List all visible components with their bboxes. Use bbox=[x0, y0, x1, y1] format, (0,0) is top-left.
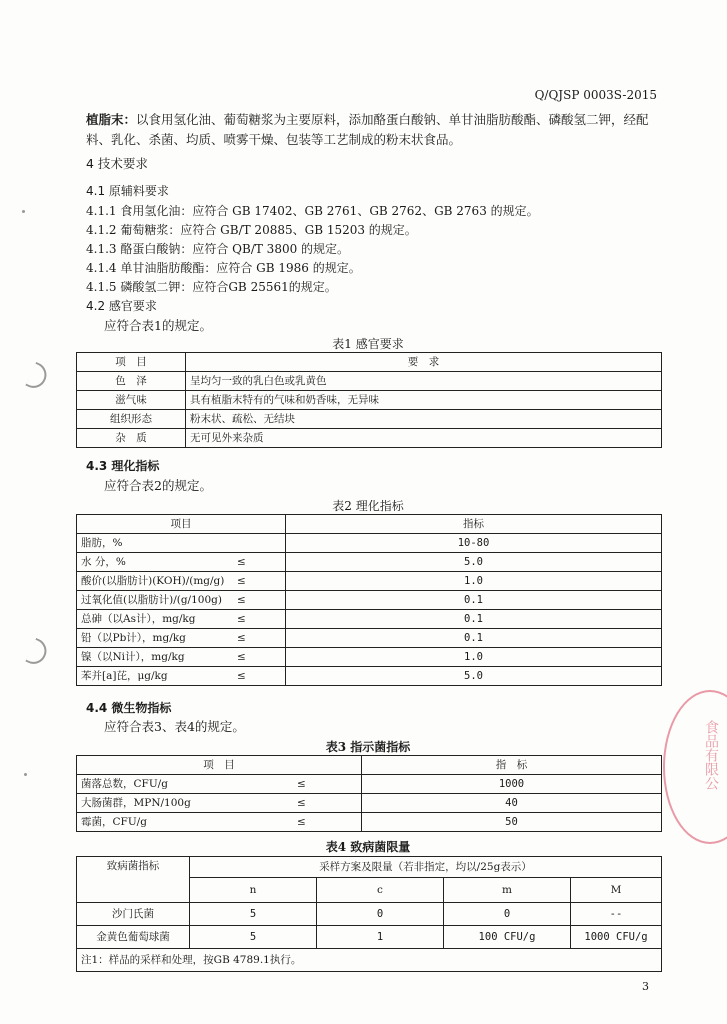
section-4-2-title: 4.2 感官要求 bbox=[86, 299, 157, 313]
clause-4-1-5: 4.1.5 磷酸氢二钾：应符合GB 25561的规定。 bbox=[86, 280, 337, 294]
table-header: 致病菌指标 bbox=[77, 857, 190, 903]
section-4-4-title: 4.4 微生物指标 bbox=[86, 701, 172, 715]
table-cell: 呈均匀一致的乳白色或乳黄色 bbox=[186, 372, 662, 391]
table-row bbox=[77, 515, 662, 534]
table-row bbox=[77, 572, 662, 591]
table-cell: 5 bbox=[190, 903, 317, 926]
clause-4-1-4: 4.1.4 单甘油脂肪酸酯：应符合 GB 1986 的规定。 bbox=[86, 261, 361, 275]
table-cell: 大肠菌群，MPN/100g ≤ bbox=[77, 794, 362, 813]
table-1-sensory bbox=[76, 352, 662, 448]
table-row bbox=[77, 429, 662, 448]
table-1-caption: 表1 感官要求 bbox=[332, 337, 404, 351]
table-row bbox=[77, 629, 662, 648]
clause-4-1-1: 4.1.1 食用氢化油：应符合 GB 17402、GB 2761、GB 2762、GB 2763 的规定。 bbox=[86, 204, 539, 218]
table-row bbox=[77, 648, 662, 667]
table-4-pathogens bbox=[76, 856, 662, 972]
table-row bbox=[77, 756, 662, 775]
table-row bbox=[77, 591, 662, 610]
table-cell: 水 分，% ≤ bbox=[77, 553, 286, 572]
table-header: 项 目 bbox=[77, 353, 186, 372]
table-row bbox=[77, 553, 662, 572]
table-cell: 1.0 bbox=[286, 648, 662, 667]
table-cell: 霉菌，CFU/g ≤ bbox=[77, 813, 362, 832]
definition-text: 以食用氢化油、葡萄糖浆为主要原料，添加酪蛋白酸钠、单甘油脂肪酸酯、磷酸氢二钾，经配料、乳化、杀菌、均质、喷雾干燥、包装等工艺制成的粉末状食品。 bbox=[86, 112, 649, 147]
table-2-physicochemical bbox=[76, 514, 662, 686]
table-row bbox=[77, 926, 662, 949]
scan-speck bbox=[22, 210, 25, 213]
table-cell: 5 bbox=[190, 926, 317, 949]
table-cell: 0 bbox=[317, 903, 444, 926]
section-4-title: 4 技术要求 bbox=[86, 156, 148, 171]
table-row bbox=[77, 949, 662, 972]
table-cell: 5.0 bbox=[286, 667, 662, 686]
table-row bbox=[77, 610, 662, 629]
section-4-2-text: 应符合表1的规定。 bbox=[104, 318, 212, 333]
table-cell: 5.0 bbox=[286, 553, 662, 572]
scan-speck bbox=[24, 773, 27, 776]
table-cell: 组织形态 bbox=[77, 410, 186, 429]
table-cell: 10-80 bbox=[286, 534, 662, 553]
table-cell: 0.1 bbox=[286, 629, 662, 648]
table-cell: 酸价(以脂肪计)(KOH)/(mg/g) ≤ bbox=[77, 572, 286, 591]
table-cell: 铅（以Pb计），mg/kg ≤ bbox=[77, 629, 286, 648]
table-cell: 无可见外来杂质 bbox=[186, 429, 662, 448]
clause-4-1-3: 4.1.3 酪蛋白酸钠：应符合 QB/T 3800 的规定。 bbox=[86, 242, 350, 256]
section-4-4-text: 应符合表3、表4的规定。 bbox=[104, 719, 245, 734]
table-subheader: m bbox=[444, 878, 571, 903]
section-4-1-title: 4.1 原辅料要求 bbox=[86, 184, 169, 198]
table-cell: 镍（以Ni计），mg/kg ≤ bbox=[77, 648, 286, 667]
table-2-caption: 表2 理化指标 bbox=[332, 499, 404, 513]
section-4-3-title: 4.3 理化指标 bbox=[86, 459, 160, 473]
table-subheader: n bbox=[190, 878, 317, 903]
table-cell: 滋气味 bbox=[77, 391, 186, 410]
table-cell: 1000 CFU/g bbox=[571, 926, 662, 949]
table-row bbox=[77, 410, 662, 429]
definition-paragraph bbox=[86, 110, 662, 150]
table-header: 项 目 bbox=[77, 756, 362, 775]
table-row bbox=[77, 353, 662, 372]
table-cell: 脂肪，% bbox=[77, 534, 286, 553]
table-cell: 具有植脂末特有的气味和奶香味，无异味 bbox=[186, 391, 662, 410]
table-row bbox=[77, 857, 662, 878]
table-header: 指 标 bbox=[362, 756, 662, 775]
table-cell: 50 bbox=[362, 813, 662, 832]
table-row bbox=[77, 391, 662, 410]
table-note: 注1：样品的采样和处理，按GB 4789.1执行。 bbox=[77, 949, 662, 972]
table-row bbox=[77, 372, 662, 391]
table-4-caption: 表4 致病菌限量 bbox=[325, 840, 411, 854]
table-header: 指标 bbox=[286, 515, 662, 534]
definition-term: 植脂末： bbox=[86, 112, 137, 127]
table-cell: 40 bbox=[362, 794, 662, 813]
page-number: 3 bbox=[642, 980, 649, 993]
table-cell: 0.1 bbox=[286, 591, 662, 610]
table-cell: 金黄色葡萄球菌 bbox=[77, 926, 190, 949]
clause-4-1-2: 4.1.2 葡萄糖浆：应符合 GB/T 20885、GB 15203 的规定。 bbox=[86, 223, 417, 237]
table-header: 采样方案及限量（若非指定，均以/25g表示） bbox=[190, 857, 662, 878]
table-row bbox=[77, 794, 662, 813]
table-row bbox=[77, 667, 662, 686]
table-cell: 总砷（以As计），mg/kg ≤ bbox=[77, 610, 286, 629]
section-4-3-text: 应符合表2的规定。 bbox=[104, 478, 212, 493]
table-cell: 菌落总数，CFU/g ≤ bbox=[77, 775, 362, 794]
table-cell: 1.0 bbox=[286, 572, 662, 591]
table-cell: 过氧化值(以脂肪计)/(g/100g) ≤ bbox=[77, 591, 286, 610]
table-header: 项目 bbox=[77, 515, 286, 534]
table-cell: 100 CFU/g bbox=[444, 926, 571, 949]
punch-hole-mark bbox=[25, 362, 50, 392]
table-cell: 杂 质 bbox=[77, 429, 186, 448]
table-cell: 沙门氏菌 bbox=[77, 903, 190, 926]
table-row bbox=[77, 813, 662, 832]
table-cell: 1000 bbox=[362, 775, 662, 794]
table-cell: -- bbox=[571, 903, 662, 926]
table-3-indicator-bacteria bbox=[76, 755, 662, 832]
table-cell: 色 泽 bbox=[77, 372, 186, 391]
table-cell: 1 bbox=[317, 926, 444, 949]
table-3-caption: 表3 指示菌指标 bbox=[325, 740, 411, 754]
table-cell: 0 bbox=[444, 903, 571, 926]
punch-hole-mark bbox=[25, 638, 50, 668]
table-cell: 0.1 bbox=[286, 610, 662, 629]
company-seal-text: 食品有限公 bbox=[703, 720, 719, 790]
document-number: Q/QJSP 0003S-2015 bbox=[534, 88, 657, 102]
table-cell: 粉末状、疏松、无结块 bbox=[186, 410, 662, 429]
table-header: 要 求 bbox=[186, 353, 662, 372]
table-row bbox=[77, 775, 662, 794]
table-row bbox=[77, 903, 662, 926]
table-subheader: M bbox=[571, 878, 662, 903]
table-cell: 苯并[a]芘，μg/kg ≤ bbox=[77, 667, 286, 686]
table-subheader: c bbox=[317, 878, 444, 903]
table-row bbox=[77, 534, 662, 553]
